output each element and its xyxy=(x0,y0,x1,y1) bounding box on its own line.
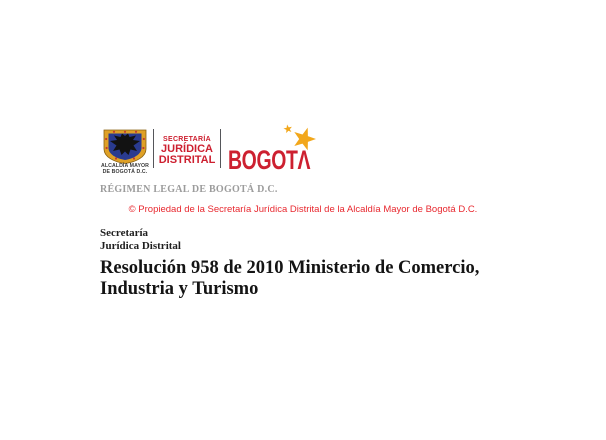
lockup-line-juridica: JURÍDICA xyxy=(161,143,213,155)
lockup-line-distrital: DISTRITAL xyxy=(158,153,216,166)
lockup-line-secretaria: SECRETARÍA xyxy=(163,136,211,143)
star-icon xyxy=(281,120,319,155)
copyright-notice: © Propiedad de la Secretaría Jurídica Distrital de la Alcaldía Mayor de Bogotá D.C. xyxy=(128,204,478,215)
coat-of-arms-icon xyxy=(103,129,147,164)
coat-of-arms-caption-line2: DE BOGOTÁ D.C. xyxy=(102,169,148,175)
document-title xyxy=(100,258,479,300)
document-title-line2: Industria y Turismo xyxy=(100,279,259,299)
bogota-logo: BOGOTΛ xyxy=(228,145,311,175)
document-title-line1: Resolución 958 de 2010 Ministerio de Comercio, xyxy=(100,258,480,278)
coat-of-arms-caption-line1: ALCALDÍA MAYOR xyxy=(101,163,149,169)
issuer-line2: Jurídica Distrital xyxy=(100,239,181,252)
logo-divider-right xyxy=(220,129,221,168)
secretaria-juridica-lockup xyxy=(154,136,220,165)
coat-of-arms-caption xyxy=(93,163,157,175)
site-title: RÉGIMEN LEGAL DE BOGOTÁ D.C. xyxy=(100,184,278,195)
issuer-line1: Secretaría xyxy=(100,227,149,239)
issuer-name xyxy=(100,227,181,252)
